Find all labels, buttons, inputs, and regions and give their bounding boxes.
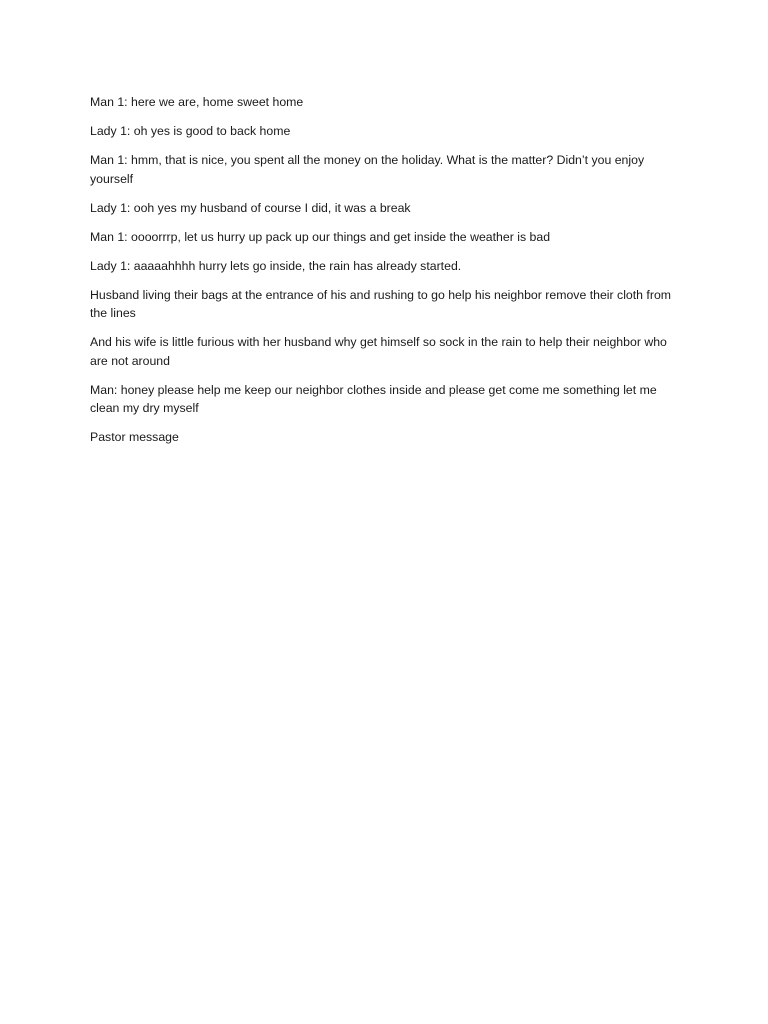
paragraph: Husband living their bags at the entrance of his and rushing to go help his neighbor remove their cloth from the lines <box>90 287 672 320</box>
paragraph: Man 1: here we are, home sweet home <box>90 95 304 109</box>
document-body <box>90 93 682 457</box>
paragraph: Lady 1: oh yes is good to back home <box>90 124 291 138</box>
paragraph: Man 1: hmm, that is nice, you spent all the money on the holiday. What is the matter? Didn’t you enjoy yourself <box>90 153 645 186</box>
paragraph: Lady 1: aaaaahhhh hurry lets go inside, the rain has already started. <box>90 258 462 273</box>
paragraph: And his wife is little furious with her husband why get himself so sock in the rain to help their neighbor who are not around <box>90 335 667 368</box>
paragraph: Pastor message <box>90 430 179 444</box>
paragraph: Lady 1: ooh yes my husband of course I did, it was a break <box>90 200 411 215</box>
paragraph: Man: honey please help me keep our neighbor clothes inside and please get come me something let me clean my dry myself <box>90 382 657 415</box>
paragraph: Man 1: oooorrrp, let us hurry up pack up our things and get inside the weather is bad <box>90 229 551 244</box>
